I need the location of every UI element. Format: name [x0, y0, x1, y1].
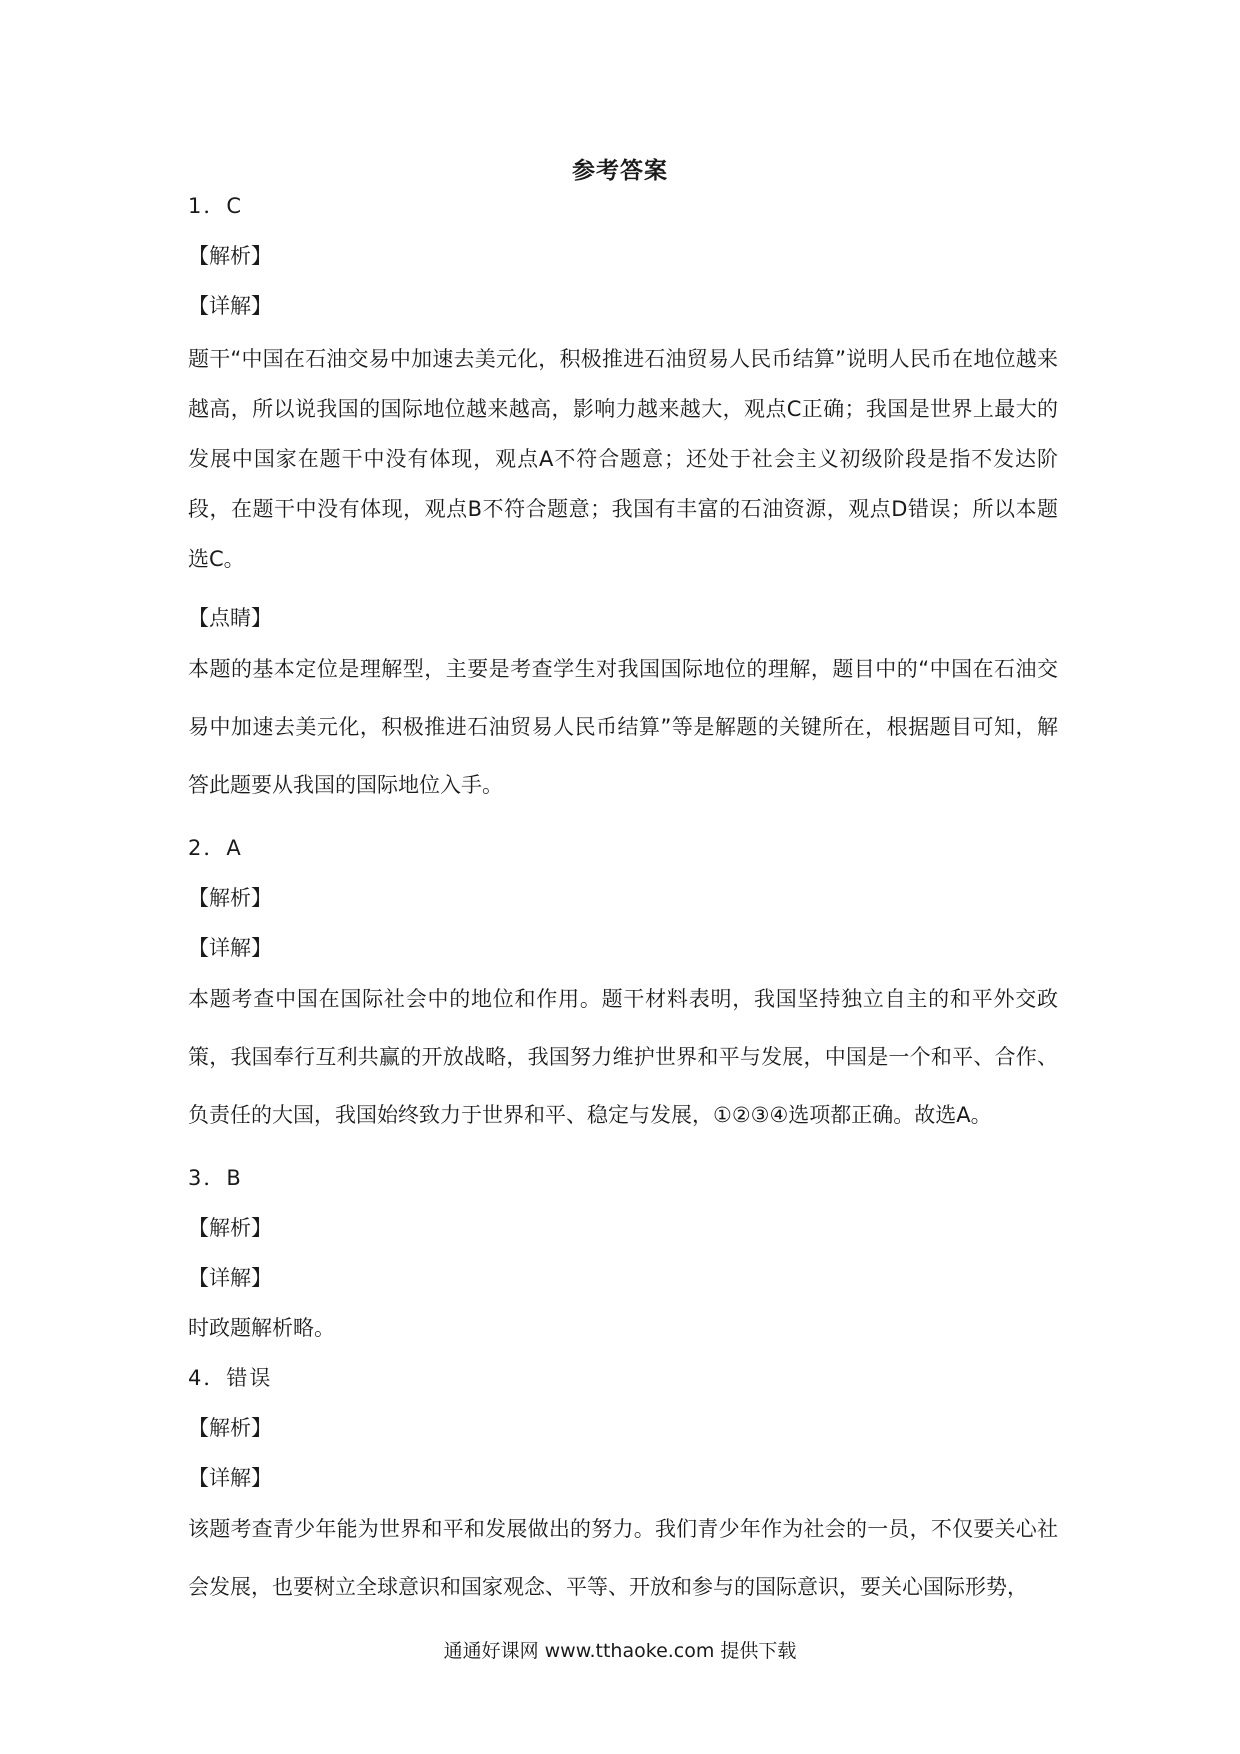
tag-analysis-2: 【解析】: [188, 886, 272, 910]
answer-2: 2．A: [188, 836, 243, 860]
detail-text-4: 该题考查青少年能为世界和平和发展做出的努力。我们青少年作为社会的一员，不仅要关心社会发展，也要树立全球意识和国家观念、平等、开放和参与的国际意识，要关心国际形势，: [188, 1517, 1058, 1599]
question-4: [188, 1364, 1058, 1616]
question-3: [188, 1164, 1058, 1342]
tag-analysis-4: 【解析】: [188, 1416, 272, 1440]
question-2: [188, 834, 1058, 1144]
detail-text-1: 题干“中国在石油交易中加速去美元化，积极推进石油贸易人民币结算”说明人民币在地位越来越高，所以说我国的国际地位越来越高，影响力越来越大，观点C正确；我国是世界上最大的发展中国家在题干中没有体现，观点A不符合题意；还处于社会主义初级阶段是指不发达阶段，在题干中没有体现，观点B不符合题意；我国有丰富的石油资源，观点D错误；所以本题选C。: [188, 347, 1058, 571]
detail-text-2: 本题考查中国在国际社会中的地位和作用。题干材料表明，我国坚持独立自主的和平外交政策，我国奉行互利共赢的开放战略，我国努力维护世界和平与发展，中国是一个和平、合作、负责任的大国，我国始终致力于世界和平、稳定与发展，①②③④选项都正确。故选A。: [188, 987, 1058, 1127]
tag-detail-4: 【详解】: [188, 1466, 272, 1490]
page-title: 参考答案: [572, 158, 668, 184]
answer-4: 4．错误: [188, 1366, 273, 1390]
tag-detail-1: 【详解】: [188, 294, 272, 318]
tag-detail-3: 【详解】: [188, 1266, 272, 1290]
page-footer: 通通好课网 www.tthaoke.com 提供下载: [443, 1640, 797, 1662]
detail-text-3: 时政题解析略。: [188, 1316, 335, 1340]
tag-detail-2: 【详解】: [188, 936, 272, 960]
answer-1: 1．C: [188, 194, 244, 218]
tag-analysis-1: 【解析】: [188, 244, 272, 268]
answer-content: [188, 192, 1058, 1636]
note-text-1: 本题的基本定位是理解型，主要是考查学生对我国国际地位的理解，题目中的“中国在石油交易中加速去美元化，积极推进石油贸易人民币结算”等是解题的关键所在，根据题目可知，解答此题要从我国的国际地位入手。: [188, 657, 1058, 797]
tag-highlight-1: 【点睛】: [188, 606, 272, 630]
answer-3: 3．B: [188, 1166, 243, 1190]
question-1: [188, 192, 1058, 814]
tag-analysis-3: 【解析】: [188, 1216, 272, 1240]
